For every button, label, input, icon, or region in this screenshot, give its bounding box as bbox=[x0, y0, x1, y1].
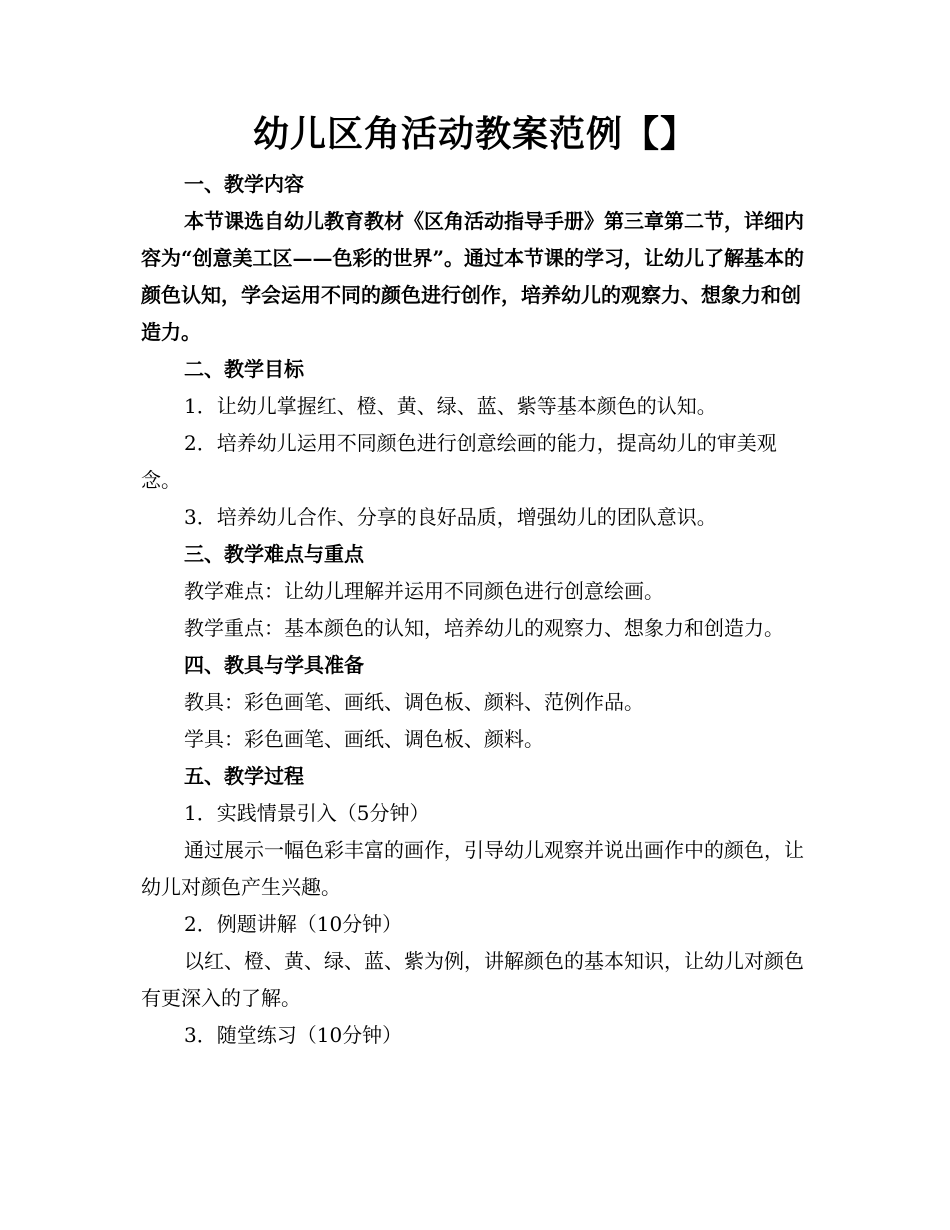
process-step-3: 3．随堂练习（10分钟） bbox=[184, 1023, 403, 1047]
process-step-2: 2．例题讲解（10分钟） bbox=[184, 912, 403, 936]
section-heading-materials: 四、教具与学具准备 bbox=[184, 653, 364, 677]
goal-item-1: 1．让幼儿掌握红、橙、黄、绿、蓝、紫等基本颜色的认知。 bbox=[184, 394, 717, 418]
process-step-2-detail: 以红、橙、黄、绿、蓝、紫为例，讲解颜色的基本知识，让幼儿对颜色有更深入的了解。 bbox=[141, 949, 804, 1010]
focus-paragraph: 教学重点：基本颜色的认知，培养幼儿的观察力、想象力和创造力。 bbox=[184, 616, 784, 640]
section-heading-key-points: 三、教学难点与重点 bbox=[184, 542, 364, 566]
section-heading-content: 一、教学内容 bbox=[184, 172, 304, 196]
process-step-1: 1．实践情景引入（5分钟） bbox=[184, 801, 430, 825]
document-title: 幼儿区角活动教案范例【】 bbox=[252, 113, 697, 155]
content-paragraph: 本节课选自幼儿教育教材《区角活动指导手册》第三章第二节，详细内容为“创意美工区——色彩的世界”。通过本节课的学习，让幼儿了解基本的颜色认知，学会运用不同的颜色进行创作，培养幼儿的观察力、想象力和创造力。 bbox=[141, 209, 805, 344]
teacher-materials: 教具：彩色画笔、画纸、调色板、颜料、范例作品。 bbox=[184, 690, 644, 714]
process-step-1-detail: 通过展示一幅色彩丰富的画作，引导幼儿观察并说出画作中的颜色，让幼儿对颜色产生兴趣。 bbox=[141, 838, 804, 899]
student-materials: 学具：彩色画笔、画纸、调色板、颜料。 bbox=[184, 727, 544, 751]
goal-item-2: 2．培养幼儿运用不同颜色进行创意绘画的能力，提高幼儿的审美观念。 bbox=[141, 431, 777, 492]
section-heading-process: 五、教学过程 bbox=[184, 764, 304, 788]
goal-item-3: 3．培养幼儿合作、分享的良好品质，增强幼儿的团队意识。 bbox=[184, 505, 717, 529]
document-body bbox=[141, 166, 805, 1054]
difficulty-paragraph: 教学难点：让幼儿理解并运用不同颜色进行创意绘画。 bbox=[184, 579, 664, 603]
section-heading-goals: 二、教学目标 bbox=[184, 357, 304, 381]
